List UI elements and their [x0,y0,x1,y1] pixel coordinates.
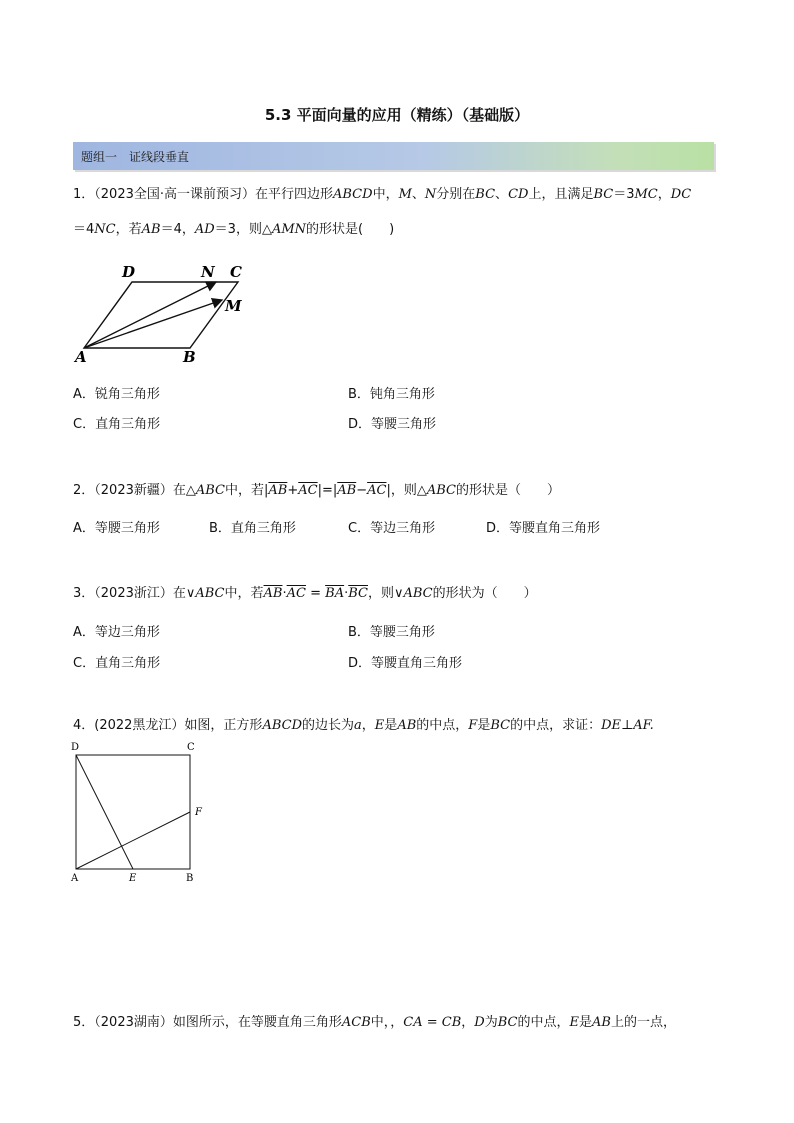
square-figure [68,740,218,888]
label-B: B [186,873,194,884]
q1-option-a[interactable]: A．锐角三角形 [73,387,160,402]
label-C: C [187,742,195,753]
label-N: N [201,263,215,281]
section-title: 题组一 证线段垂直 [81,150,190,164]
label-C: C [230,263,242,281]
q3-option-d[interactable]: D．等腰直角三角形 [348,656,463,671]
question-1-line-1: 1．（2023全国·高一课前预习）在平行四边形ABCD中，M、N分别在BC、CD上，且满足BC＝3MC，DC [73,187,692,202]
q2-option-d[interactable]: D．等腰直角三角形 [486,521,601,536]
q3-option-a[interactable]: A．等边三角形 [73,625,160,640]
label-F: F [195,807,202,818]
q3-option-c[interactable]: C．直角三角形 [73,656,161,671]
label-E: E [129,873,137,884]
question-2-text: 2．（2023新疆）在△ABC中，若$|\overline{AB}+\overline{AC}|=|\overline{AB}-\overline{AC}|$，则△ABC的形状是（ ） [73,483,560,498]
question-1-line-2: ＝4NC，若AB＝4，AD＝3，则△AMN的形状是( ) [73,222,395,237]
label-D: D [71,742,80,753]
label-A: A [71,873,79,884]
page-title: 5.3 平面向量的应用（精练）（基础版） [264,106,530,124]
label-M: M [225,297,242,315]
section-header [73,142,714,170]
q3-option-b[interactable]: B．等腰三角形 [348,625,435,640]
q1-option-d[interactable]: D．等腰三角形 [348,417,437,432]
question-3-text: 3．（2023浙江）在∨ABC中，若$\overline{AB}\cdot\overline{AC} = \overline{BA}\cdot\overline{BC}$，则∨ABC的形状为（ ） [73,586,537,601]
q1-option-c[interactable]: C．直角三角形 [73,417,161,432]
label-D: D [122,263,136,281]
q1-option-b[interactable]: B．钝角三角形 [348,387,435,402]
question-5-text: 5．（2023湖南）如图所示，在等腰直角三角形ACB中，，CA = CB，D为BC的中点，E是AB上的一点， [73,1015,676,1030]
q2-option-b[interactable]: B．直角三角形 [209,521,296,536]
question-4-text: 4．(2022黑龙江）如图，正方形ABCD的边长为a，E是AB的中点，F是BC的中点，求证：DE⊥AF. [73,718,654,733]
label-B: B [183,348,196,366]
parallelogram-figure [70,258,260,368]
q2-option-a[interactable]: A．等腰三角形 [73,521,160,536]
q2-option-c[interactable]: C．等边三角形 [348,521,436,536]
label-A: A [75,348,87,366]
